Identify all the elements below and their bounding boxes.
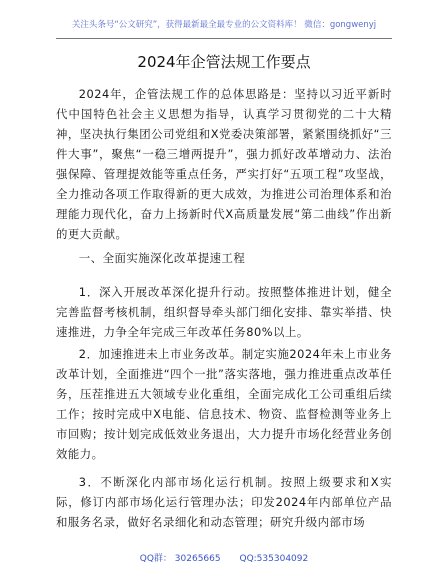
paragraph-item-2 (56, 344, 392, 464)
qq-text: QQ:535304092 (239, 554, 309, 564)
section-heading (56, 248, 392, 268)
header-divider (56, 38, 392, 39)
paragraph-text: 1．深入开展改革深化提升行动。按照整体推进计划，健全完善监督考核机制，组织督导牵头部门细化安排、靠实举措、快速推进，力争全年完成三年改革任务80%以上。 (56, 285, 392, 339)
promo-banner: 关注头条号“公文研究”，获得最新最全最专业的公文资料库！ 微信：gongwenyj (71, 20, 377, 30)
paragraph-text: 3．不断深化内部市场化运行机制。按照上级要求和X实际，修订内部市场化运行管理办法；印发2024年内部单位产品和服务名录，做好名录细化和动态管理；研究升级内部市场 (56, 475, 392, 529)
paragraph-intro (56, 84, 392, 244)
paragraph-text: 2．加速推进未上市业务改革。制定实施2024年未上市业务改革计划，全面推进“四个一批”落实落地，强力推进重点改革任务，压茬推进五大领域专业化重组，全面完成化工公司重组后续工作；按时完成中X电能、信息技术、物资、监督检测等业务上市回购；按计划完成低效业务退出，大力提升市场化经营业务创效能力。 (56, 347, 392, 461)
paragraph-item-3 (56, 472, 392, 532)
paragraph-item-1 (56, 282, 392, 342)
qq-group-text: QQ群： 30265665 (139, 554, 221, 564)
contact-footer (20, 553, 428, 565)
paragraph-text: 2024年，企管法规工作的总体思路是：坚持以习近平新时代中国特色社会主义思想为指导，认真学习贯彻党的二十大精神，坚决执行集团公司党组和X党委决策部署，紧紧围绕抓好“三件大事”，聚焦“一稳三增两提升”，强力抓好改革增动力、法治强保障、管理提效能等重点任务，严实打好“五项工程”攻坚战，全力推动各项工作取得新的更大成效，为推进公司治理体系和治理能力现代化，奋力上扬新时代X高质量发展“第二曲线”作出新的更大贡献。 (56, 87, 392, 241)
document-title: 2024年企管法规工作要点 (137, 53, 311, 71)
section-heading-text: 一、全面实施深化改革提速工程 (78, 251, 246, 265)
